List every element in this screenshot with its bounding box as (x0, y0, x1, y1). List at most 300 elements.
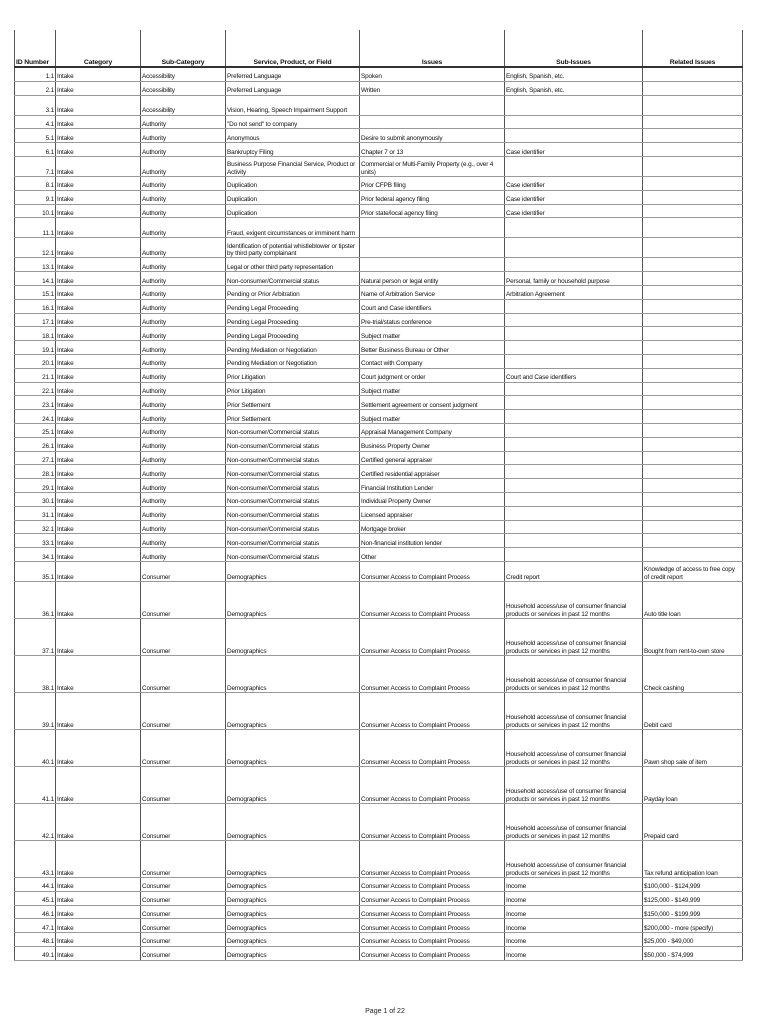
id-cell: 45.1 (15, 891, 56, 905)
service-cell: Pending Legal Proceeding (226, 327, 360, 341)
table-row (15, 437, 743, 451)
category-cell: Intake (56, 492, 141, 506)
sub-issue-cell: Household access/use of consumer financial products or services in past 12 months (505, 840, 643, 877)
id-cell: 24.1 (15, 410, 56, 424)
sub-category-cell: Consumer (141, 692, 226, 729)
category-cell: Intake (56, 919, 141, 933)
issue-cell: Chapter 7 or 13 (360, 143, 505, 157)
service-cell: Non-consumer/Commercial status (226, 479, 360, 493)
issue-cell: Individual Property Owner (360, 492, 505, 506)
sub-category-cell: Accessibility (141, 95, 226, 115)
issue-cell: Licensed appraiser (360, 506, 505, 520)
related-issue-cell (643, 143, 743, 157)
table-row (15, 218, 743, 238)
service-cell: Non-consumer/Commercial status (226, 534, 360, 548)
related-issue-cell: $200,000 - more (specify) (643, 919, 743, 933)
table-row (15, 410, 743, 424)
id-cell: 10.1 (15, 204, 56, 218)
service-cell: Demographics (226, 891, 360, 905)
sub-category-cell: Authority (141, 354, 226, 368)
service-cell: Non-consumer/Commercial status (226, 451, 360, 465)
table-row (15, 506, 743, 520)
id-cell: 9.1 (15, 190, 56, 204)
related-issue-cell: Knowledge of access to free copy of credit report (643, 561, 743, 581)
sub-category-cell: Authority (141, 143, 226, 157)
sub-issue-cell: Case identifier (505, 204, 643, 218)
issue-cell: Consumer Access to Complaint Process (360, 933, 505, 947)
sub-category-cell: Authority (141, 451, 226, 465)
issue-cell: Certified residential appraiser (360, 465, 505, 479)
related-issue-cell (643, 313, 743, 327)
service-cell: Duplication (226, 204, 360, 218)
related-issue-cell (643, 548, 743, 562)
service-cell: Demographics (226, 729, 360, 766)
service-cell: Demographics (226, 933, 360, 947)
table-row (15, 313, 743, 327)
id-cell: 5.1 (15, 129, 56, 143)
table-row (15, 692, 743, 729)
category-cell: Intake (56, 176, 141, 190)
issue-cell: Prior state/local agency filing (360, 204, 505, 218)
category-cell: Intake (56, 396, 141, 410)
sub-issue-cell: Income (505, 891, 643, 905)
related-issue-cell: $150,000 - $199,999 (643, 905, 743, 919)
sub-issue-cell: Case identifier (505, 190, 643, 204)
id-cell: 30.1 (15, 492, 56, 506)
related-issue-cell (643, 520, 743, 534)
issue-cell: Consumer Access to Complaint Process (360, 618, 505, 655)
category-cell: Intake (56, 465, 141, 479)
related-issue-cell: Check cashing (643, 655, 743, 692)
service-cell: Prior Litigation (226, 382, 360, 396)
service-cell: Demographics (226, 946, 360, 960)
category-cell: Intake (56, 905, 141, 919)
issue-cell: Prior federal agency filing (360, 190, 505, 204)
id-cell: 20.1 (15, 354, 56, 368)
issue-cell: Certified general appraiser (360, 451, 505, 465)
sub-issue-cell: Household access/use of consumer financial products or services in past 12 months (505, 692, 643, 729)
issue-cell: Consumer Access to Complaint Process (360, 946, 505, 960)
issue-cell: Natural person or legal entity (360, 272, 505, 286)
service-cell: Fraud, exigent circumstances or imminent harm (226, 218, 360, 238)
sub-category-cell: Consumer (141, 655, 226, 692)
id-cell: 28.1 (15, 465, 56, 479)
id-cell: 48.1 (15, 933, 56, 947)
related-issue-cell (643, 156, 743, 176)
id-cell: 8.1 (15, 176, 56, 190)
id-cell: 19.1 (15, 341, 56, 355)
sub-issue-cell (505, 479, 643, 493)
related-issue-cell (643, 396, 743, 410)
id-cell: 47.1 (15, 919, 56, 933)
id-cell: 39.1 (15, 692, 56, 729)
header-issues: Issues (360, 30, 505, 67)
issue-cell: Court and Case identifiers (360, 299, 505, 313)
table-row (15, 396, 743, 410)
category-cell: Intake (56, 285, 141, 299)
related-issue-cell: $50,000 - $74,999 (643, 946, 743, 960)
table-row (15, 129, 743, 143)
related-issue-cell (643, 492, 743, 506)
table-row (15, 190, 743, 204)
table-row (15, 368, 743, 382)
id-cell: 7.1 (15, 156, 56, 176)
sub-category-cell: Consumer (141, 561, 226, 581)
id-cell: 4.1 (15, 115, 56, 129)
table-row (15, 327, 743, 341)
sub-category-cell: Authority (141, 258, 226, 272)
service-cell: Preferred Language (226, 81, 360, 95)
related-issue-cell (643, 258, 743, 272)
table-row (15, 423, 743, 437)
related-issue-cell (643, 354, 743, 368)
related-issue-cell (643, 423, 743, 437)
sub-issue-cell: Income (505, 933, 643, 947)
issue-cell: Consumer Access to Complaint Process (360, 877, 505, 891)
service-cell: Prior Litigation (226, 368, 360, 382)
issue-cell: Consumer Access to Complaint Process (360, 561, 505, 581)
id-cell: 44.1 (15, 877, 56, 891)
issue-cell: Consumer Access to Complaint Process (360, 840, 505, 877)
related-issue-cell: Prepaid card (643, 803, 743, 840)
related-issue-cell: Bought from rent-to-own store (643, 618, 743, 655)
table-row (15, 534, 743, 548)
sub-category-cell: Authority (141, 479, 226, 493)
sub-category-cell: Authority (141, 492, 226, 506)
table-row (15, 238, 743, 258)
sub-issue-cell (505, 258, 643, 272)
table-row (15, 81, 743, 95)
related-issue-cell: $100,000 - $124,999 (643, 877, 743, 891)
table-row (15, 520, 743, 534)
related-issue-cell (643, 341, 743, 355)
sub-issue-cell: Case identifier (505, 143, 643, 157)
issue-cell (360, 218, 505, 238)
sub-issue-cell: Income (505, 946, 643, 960)
category-cell: Intake (56, 946, 141, 960)
sub-category-cell: Consumer (141, 766, 226, 803)
category-cell: Intake (56, 840, 141, 877)
issue-cell: Commercial or Multi-Family Property (e.g., over 4 units) (360, 156, 505, 176)
issue-cell: Consumer Access to Complaint Process (360, 581, 505, 618)
sub-issue-cell: Arbitration Agreement (505, 285, 643, 299)
sub-category-cell: Authority (141, 285, 226, 299)
table-row (15, 272, 743, 286)
related-issue-cell: Debit card (643, 692, 743, 729)
sub-issue-cell: Household access/use of consumer financial products or services in past 12 months (505, 766, 643, 803)
related-issue-cell: Payday loan (643, 766, 743, 803)
related-issue-cell (643, 465, 743, 479)
sub-category-cell: Authority (141, 341, 226, 355)
related-issue-cell (643, 95, 743, 115)
sub-category-cell: Consumer (141, 729, 226, 766)
id-cell: 34.1 (15, 548, 56, 562)
table-row (15, 115, 743, 129)
service-cell: Non-consumer/Commercial status (226, 272, 360, 286)
category-cell: Intake (56, 479, 141, 493)
issue-cell: Other (360, 548, 505, 562)
id-cell: 21.1 (15, 368, 56, 382)
category-cell: Intake (56, 891, 141, 905)
category-cell: Intake (56, 933, 141, 947)
related-issue-cell (643, 115, 743, 129)
id-cell: 29.1 (15, 479, 56, 493)
sub-category-cell: Authority (141, 437, 226, 451)
sub-category-cell: Authority (141, 382, 226, 396)
sub-category-cell: Authority (141, 156, 226, 176)
table-row (15, 946, 743, 960)
category-cell: Intake (56, 729, 141, 766)
issue-cell: Consumer Access to Complaint Process (360, 891, 505, 905)
related-issue-cell (643, 218, 743, 238)
sub-issue-cell (505, 115, 643, 129)
id-cell: 11.1 (15, 218, 56, 238)
related-issue-cell (643, 437, 743, 451)
related-issue-cell (643, 204, 743, 218)
category-cell: Intake (56, 143, 141, 157)
sub-issue-cell: Court and Case identifiers (505, 368, 643, 382)
sub-category-cell: Authority (141, 327, 226, 341)
category-cell: Intake (56, 341, 141, 355)
sub-issue-cell (505, 423, 643, 437)
sub-category-cell: Accessibility (141, 67, 226, 81)
sub-issue-cell: Case identifier (505, 176, 643, 190)
sub-issue-cell (505, 534, 643, 548)
category-cell: Intake (56, 67, 141, 81)
issue-cell: Consumer Access to Complaint Process (360, 919, 505, 933)
category-cell: Intake (56, 299, 141, 313)
id-cell: 26.1 (15, 437, 56, 451)
table-row (15, 451, 743, 465)
table-row (15, 299, 743, 313)
issue-cell: Consumer Access to Complaint Process (360, 692, 505, 729)
service-cell: Non-consumer/Commercial status (226, 520, 360, 534)
sub-category-cell: Consumer (141, 840, 226, 877)
issue-cell: Consumer Access to Complaint Process (360, 729, 505, 766)
category-cell: Intake (56, 437, 141, 451)
issue-cell: Desire to submit anonymously (360, 129, 505, 143)
sub-category-cell: Authority (141, 129, 226, 143)
id-cell: 31.1 (15, 506, 56, 520)
category-cell: Intake (56, 129, 141, 143)
issue-cell: Prior CFPB filing (360, 176, 505, 190)
service-cell: Pending Legal Proceeding (226, 313, 360, 327)
table-row (15, 561, 743, 581)
sub-issue-cell: Household access/use of consumer financial products or services in past 12 months (505, 618, 643, 655)
service-cell: Vision, Hearing, Speech Impairment Support (226, 95, 360, 115)
issues-table (14, 30, 743, 961)
service-cell: Anonymous (226, 129, 360, 143)
sub-category-cell: Authority (141, 410, 226, 424)
id-cell: 38.1 (15, 655, 56, 692)
header-row (15, 30, 743, 67)
sub-category-cell: Authority (141, 313, 226, 327)
sub-issue-cell: Credit report (505, 561, 643, 581)
issue-cell: Mortgage broker (360, 520, 505, 534)
category-cell: Intake (56, 534, 141, 548)
id-cell: 13.1 (15, 258, 56, 272)
category-cell: Intake (56, 618, 141, 655)
service-cell: Non-consumer/Commercial status (226, 423, 360, 437)
issue-cell: Name of Arbitration Service (360, 285, 505, 299)
service-cell: Prior Settlement (226, 410, 360, 424)
sub-category-cell: Consumer (141, 933, 226, 947)
sub-issue-cell (505, 520, 643, 534)
category-cell: Intake (56, 506, 141, 520)
table-row (15, 891, 743, 905)
related-issue-cell (643, 327, 743, 341)
sub-issue-cell (505, 451, 643, 465)
issue-cell: Court judgment or order (360, 368, 505, 382)
related-issue-cell (643, 451, 743, 465)
id-cell: 14.1 (15, 272, 56, 286)
related-issue-cell (643, 299, 743, 313)
id-cell: 41.1 (15, 766, 56, 803)
header-category: Category (56, 30, 141, 67)
issue-cell: Consumer Access to Complaint Process (360, 655, 505, 692)
sub-category-cell: Accessibility (141, 81, 226, 95)
category-cell: Intake (56, 803, 141, 840)
related-issue-cell (643, 368, 743, 382)
related-issue-cell: Auto title loan (643, 581, 743, 618)
issue-cell: Settlement agreement or consent judgment (360, 396, 505, 410)
id-cell: 1.1 (15, 67, 56, 81)
service-cell: Non-consumer/Commercial status (226, 506, 360, 520)
id-cell: 35.1 (15, 561, 56, 581)
category-cell: Intake (56, 115, 141, 129)
category-cell: Intake (56, 190, 141, 204)
id-cell: 18.1 (15, 327, 56, 341)
table-row (15, 877, 743, 891)
table-row (15, 729, 743, 766)
service-cell: "Do not send" to company (226, 115, 360, 129)
sub-issue-cell (505, 299, 643, 313)
sub-category-cell: Consumer (141, 946, 226, 960)
category-cell: Intake (56, 451, 141, 465)
id-cell: 49.1 (15, 946, 56, 960)
sub-category-cell: Authority (141, 190, 226, 204)
issue-cell: Subject matter (360, 327, 505, 341)
table-row (15, 803, 743, 840)
id-cell: 32.1 (15, 520, 56, 534)
sub-issue-cell (505, 492, 643, 506)
sub-issue-cell: Household access/use of consumer financial products or services in past 12 months (505, 803, 643, 840)
sub-issue-cell (505, 341, 643, 355)
issue-cell: Contact with Company (360, 354, 505, 368)
header-related-issues: Related Issues (643, 30, 743, 67)
service-cell: Demographics (226, 692, 360, 729)
service-cell: Demographics (226, 919, 360, 933)
id-cell: 46.1 (15, 905, 56, 919)
table-row (15, 933, 743, 947)
service-cell: Non-consumer/Commercial status (226, 465, 360, 479)
service-cell: Duplication (226, 190, 360, 204)
sub-issue-cell: Income (505, 905, 643, 919)
related-issue-cell (643, 190, 743, 204)
issue-cell (360, 258, 505, 272)
category-cell: Intake (56, 877, 141, 891)
service-cell: Demographics (226, 618, 360, 655)
sub-category-cell: Consumer (141, 618, 226, 655)
issue-cell: Appraisal Management Company (360, 423, 505, 437)
issue-cell (360, 238, 505, 258)
table-row (15, 382, 743, 396)
id-cell: 2.1 (15, 81, 56, 95)
table-row (15, 95, 743, 115)
service-cell: Legal or other third party representation (226, 258, 360, 272)
related-issue-cell (643, 67, 743, 81)
issue-cell: Spoken (360, 67, 505, 81)
sub-category-cell: Authority (141, 272, 226, 286)
sub-category-cell: Authority (141, 218, 226, 238)
sub-issue-cell (505, 218, 643, 238)
category-cell: Intake (56, 156, 141, 176)
issue-cell: Subject matter (360, 382, 505, 396)
category-cell: Intake (56, 327, 141, 341)
issue-cell (360, 95, 505, 115)
category-cell: Intake (56, 548, 141, 562)
id-cell: 3.1 (15, 95, 56, 115)
category-cell: Intake (56, 766, 141, 803)
sub-category-cell: Consumer (141, 891, 226, 905)
category-cell: Intake (56, 313, 141, 327)
service-cell: Demographics (226, 561, 360, 581)
header-sub-category: Sub-Category (141, 30, 226, 67)
table-row (15, 176, 743, 190)
sub-category-cell: Authority (141, 465, 226, 479)
id-cell: 22.1 (15, 382, 56, 396)
table-row (15, 919, 743, 933)
category-cell: Intake (56, 581, 141, 618)
sub-issue-cell (505, 548, 643, 562)
sub-issue-cell (505, 410, 643, 424)
sub-category-cell: Authority (141, 204, 226, 218)
related-issue-cell: Pawn shop sale of item (643, 729, 743, 766)
related-issue-cell (643, 81, 743, 95)
id-cell: 36.1 (15, 581, 56, 618)
table-row (15, 143, 743, 157)
sub-issue-cell: Personal, family or household purpose (505, 272, 643, 286)
sub-issue-cell (505, 382, 643, 396)
service-cell: Pending Mediation or Negotiation (226, 354, 360, 368)
sub-issue-cell: Household access/use of consumer financial products or services in past 12 months (505, 655, 643, 692)
issue-cell: Consumer Access to Complaint Process (360, 803, 505, 840)
category-cell: Intake (56, 238, 141, 258)
service-cell: Demographics (226, 840, 360, 877)
issue-cell: Consumer Access to Complaint Process (360, 905, 505, 919)
sub-category-cell: Consumer (141, 803, 226, 840)
id-cell: 6.1 (15, 143, 56, 157)
related-issue-cell (643, 272, 743, 286)
sub-category-cell: Consumer (141, 877, 226, 891)
sub-issue-cell: English, Spanish, etc. (505, 67, 643, 81)
sub-issue-cell (505, 156, 643, 176)
sub-category-cell: Authority (141, 423, 226, 437)
service-cell: Demographics (226, 766, 360, 803)
sub-category-cell: Authority (141, 368, 226, 382)
service-cell: Business Purpose Financial Service, Product or Activity (226, 156, 360, 176)
service-cell: Prior Settlement (226, 396, 360, 410)
sub-category-cell: Authority (141, 299, 226, 313)
table-row (15, 655, 743, 692)
id-cell: 23.1 (15, 396, 56, 410)
table-body (15, 67, 743, 960)
related-issue-cell (643, 176, 743, 190)
table-row (15, 905, 743, 919)
header-id-number: ID Number (15, 30, 56, 67)
id-cell: 12.1 (15, 238, 56, 258)
related-issue-cell (643, 479, 743, 493)
